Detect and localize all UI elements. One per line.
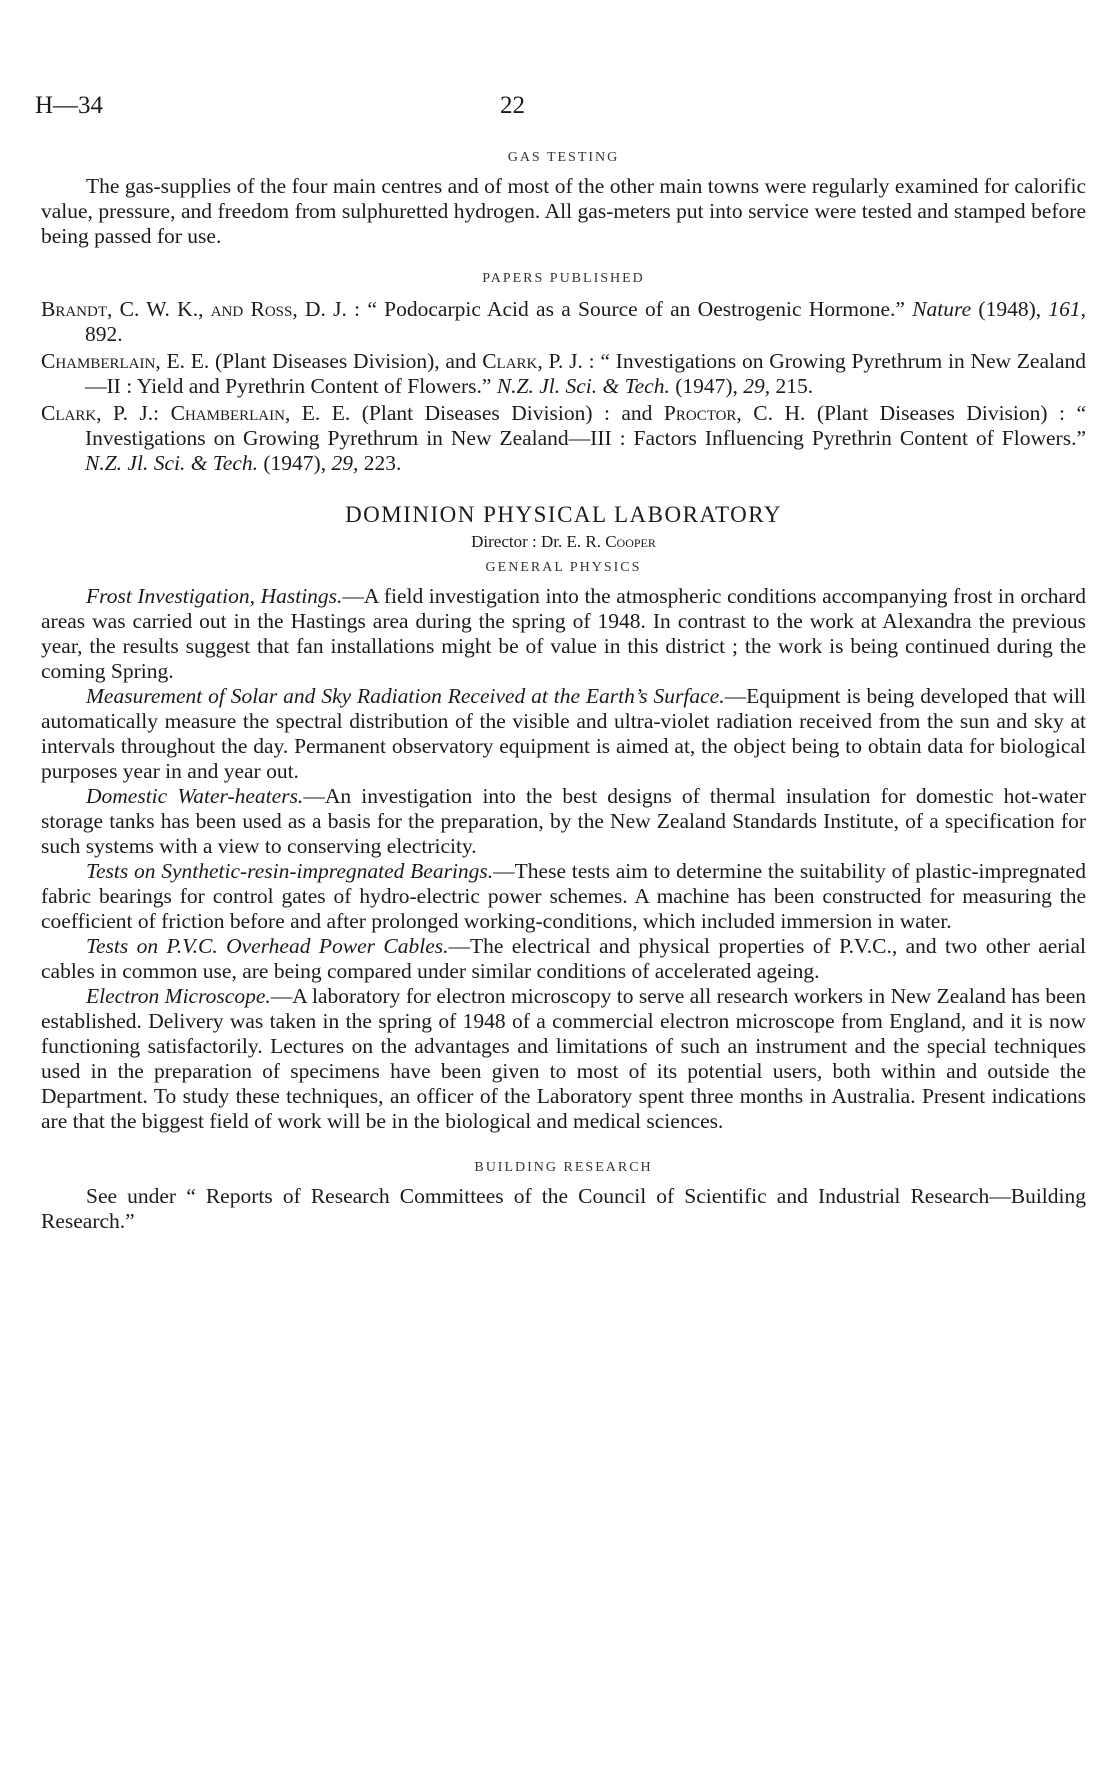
reference-authors: Clark, P. J.: [482, 349, 583, 373]
paragraph-text: —A laboratory for electron microscopy to serve all research workers in New Zealand has been established. Delivery was taken in the spring of 1948 of a commercial electron microscope from England, and it is now functioning satisfactorily. Lectures on the advantages and limitations of such an instrument and the special techniques used in the preparation of specimens have been given to most of its potential users, both within and outside the Department. To study these techniques, an officer of the Laboratory spent three months in Australia. Present indications are that the biggest field of work will be in the biological and medical sciences.: [41, 984, 1086, 1133]
section-code: H—34: [35, 92, 104, 119]
director-line: [41, 532, 1086, 552]
reference-volume: 29,: [743, 374, 771, 398]
paragraph-text: —Equipment is being developed that will automatically measure the spectral distribution of the visible and ultra-violet radiation received from the sun and sky at intervals throughout the day. Permanent observatory equipment is aimed at, the object being to obtain data for biological purposes year in and year out.: [41, 684, 1086, 783]
reference-affiliation: (Plant Diseases Division) :: [816, 401, 1065, 425]
reference-pages: 215.: [775, 374, 814, 398]
physics-paragraph: [41, 584, 1086, 684]
director-surname: Cooper: [605, 532, 656, 551]
paragraph-title: Measurement of Solar and Sky Radiation Received at the Earth’s Surface.: [86, 684, 725, 708]
paragraph-title: Tests on P.V.C. Overhead Power Cables.: [86, 934, 449, 958]
building-research-paragraph: See under “ Reports of Research Committees of the Council of Scientific and Industrial Research—Building Research.”: [41, 1184, 1086, 1233]
reference-affiliation: (Plant Diseases Division) : and: [361, 401, 653, 425]
reference-journal: N.Z. Jl. Sci. & Tech.: [496, 374, 670, 398]
reference-journal: Nature: [912, 297, 972, 321]
physics-paragraph: [41, 784, 1086, 859]
reference-year: (1948),: [978, 297, 1042, 321]
reference-volume: 29,: [331, 451, 359, 475]
paragraph-title: Domestic Water-heaters.: [86, 784, 304, 808]
reference-pages: 892.: [85, 322, 123, 346]
director-name: Dr. E. R.: [540, 532, 601, 551]
reference-title: : “ Podocarpic Acid as a Source of an Oestrogenic Hormone.”: [354, 297, 905, 321]
reference-authors: Chamberlain, E. E.: [41, 349, 210, 373]
reference-volume: 161,: [1048, 297, 1087, 321]
reference-separator: :: [153, 401, 160, 425]
paragraph-text: —An investigation into the best designs of thermal insulation for domestic hot-water storage tanks has been used as a basis for the preparation, by the New Zealand Standards Institute, of a specification for such systems with a view to conserving electricity.: [41, 784, 1086, 858]
paragraph-title: Frost Investigation, Hastings.: [86, 584, 343, 608]
reference-year: (1947),: [675, 374, 738, 398]
page-number: 22: [500, 92, 525, 119]
gas-testing-heading: GAS TESTING: [507, 150, 620, 165]
reference-title: “ Investigations on Growing Pyrethrum in New Zealand—III : Factors Influencing Pyrethrin Content of Flowers.”: [85, 401, 1087, 450]
reference-journal: N.Z. Jl. Sci. & Tech.: [85, 451, 258, 475]
reference-authors: Proctor, C. H.: [663, 401, 806, 425]
lab-heading: DOMINION PHYSICAL LABORATORY: [345, 502, 782, 527]
reference-affiliation: (Plant Diseases Division), and: [214, 349, 477, 373]
building-research-heading: BUILDING RESEARCH: [474, 1160, 653, 1175]
reference-item: [41, 349, 1086, 399]
physics-paragraph: [41, 934, 1086, 984]
general-physics-heading: GENERAL PHYSICS: [485, 560, 642, 575]
paragraph-text: —The electrical and physical properties of P.V.C., and two other aerial cables in common use, are being compared under similar conditions of accelerated ageing.: [41, 934, 1086, 983]
paragraph-title: Tests on Synthetic-resin-impregnated Bearings.: [86, 859, 494, 883]
physics-paragraph: [41, 684, 1086, 784]
reference-authors: Chamberlain, E. E.: [170, 401, 351, 425]
reference-pages: 223.: [363, 451, 402, 475]
paragraph-text: —These tests aim to determine the suitability of plastic-impregnated fabric bearings for control gates of hydro-electric power schemes. A machine has been constructed for measuring the coefficient of friction before and after prolonged working-conditions, which included immersion in water.: [41, 859, 1086, 933]
physics-paragraph: [41, 859, 1086, 934]
reference-authors: Brandt, C. W. K., and Ross, D. J.: [41, 297, 347, 321]
reference-title: : “ Investigations on Growing Pyrethrum in New Zealand—II : Yield and Pyrethrin Content of Flowers.”: [85, 349, 1087, 398]
reference-authors: Clark, P. J.: [41, 401, 154, 425]
page-content: [41, 150, 1086, 1234]
paragraph-title: Electron Microscope.: [86, 984, 271, 1008]
director-label: Director :: [471, 532, 537, 551]
reference-year: (1947),: [263, 451, 327, 475]
papers-published-heading: PAPERS PUBLISHED: [482, 271, 645, 286]
paragraph-text: —A field investigation into the atmospheric conditions accompanying frost in orchard areas was carried out in the Hastings area during the spring of 1948. In contrast to the work at Alexandra the previous year, the results suggest that fan installations might be of value in this district ; the work is being continued during the coming Spring.: [41, 584, 1086, 683]
gas-testing-paragraph: The gas-supplies of the four main centres and of most of the other main towns were regularly examined for calorific value, pressure, and freedom from sulphuretted hydrogen. All gas-meters put into service were tested and stamped before being passed for use.: [41, 174, 1086, 248]
physics-paragraph: [41, 984, 1086, 1134]
reference-item: [41, 401, 1086, 476]
reference-item: [41, 297, 1086, 347]
